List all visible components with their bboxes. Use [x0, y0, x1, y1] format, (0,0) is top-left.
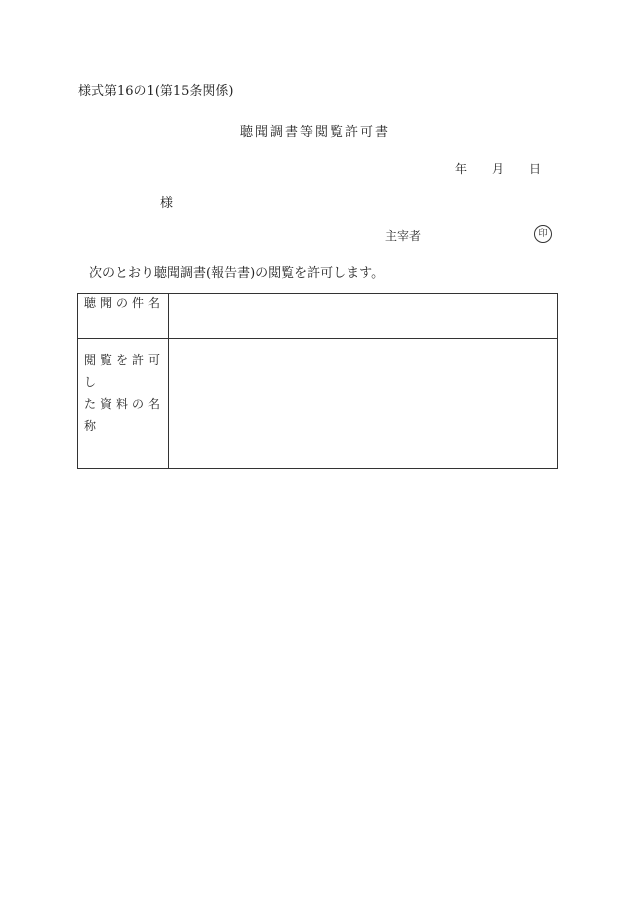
date-day-label: 日	[529, 162, 542, 176]
info-table	[77, 293, 558, 469]
document-title: 聴聞調書等閲覧許可書	[239, 125, 390, 140]
sender-label: 主宰者	[385, 229, 422, 243]
date-year-label: 年	[455, 162, 468, 176]
addressee-suffix: 様	[160, 196, 174, 211]
seal-icon: 印	[534, 225, 552, 243]
document-name-value	[169, 339, 558, 469]
case-name-label: 聴聞の件名	[78, 294, 169, 339]
table-row	[78, 339, 558, 469]
body-text: 次のとおり聴聞調書(報告書)の閲覧を許可します。	[89, 266, 385, 281]
document-name-label-line2: た資料の名称	[84, 397, 165, 433]
date-month-label: 月	[492, 162, 505, 176]
document-name-label	[78, 339, 169, 469]
form-number: 様式第16の1(第15条関係)	[78, 84, 234, 99]
document-name-label-line1: 閲覧を許可し	[84, 353, 165, 389]
date-line	[455, 160, 541, 177]
table-row	[78, 294, 558, 339]
case-name-value	[169, 294, 558, 339]
